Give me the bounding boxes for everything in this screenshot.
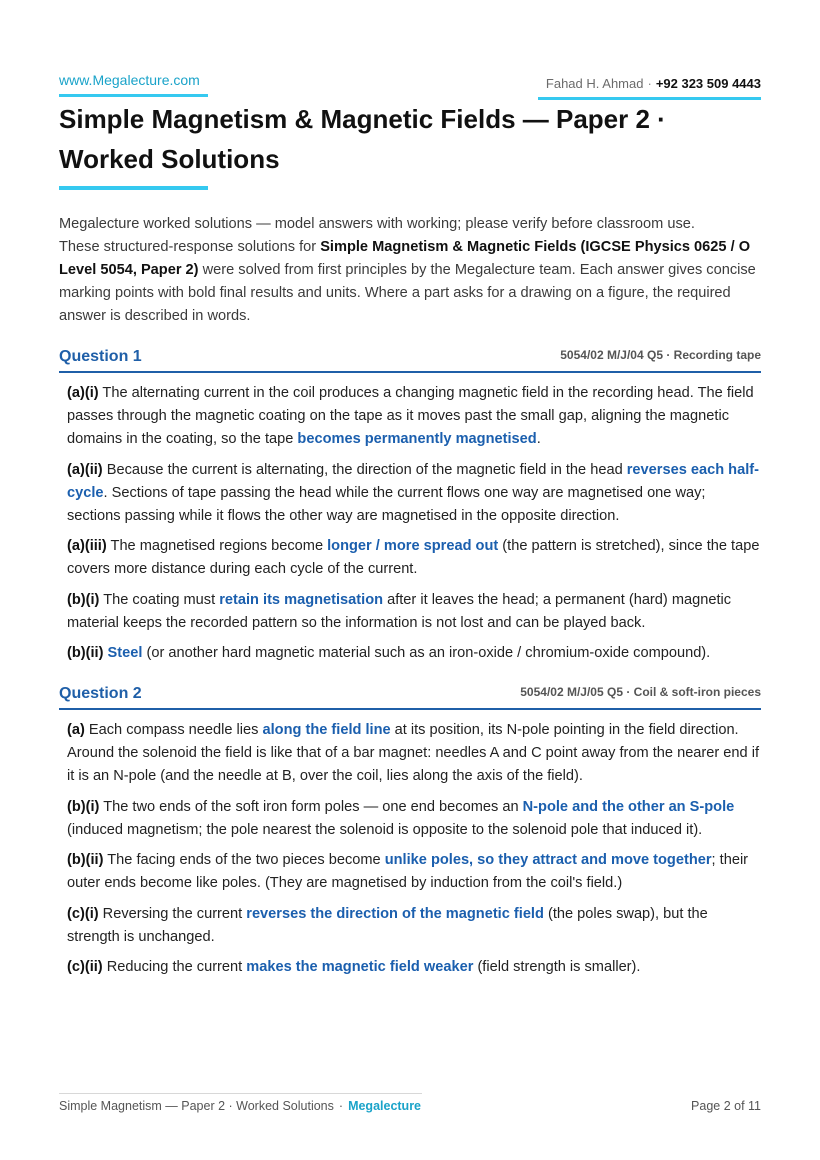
author-name: Fahad H. Ahmad: [545, 76, 644, 91]
question-2-answers: [67, 719, 761, 987]
part-label: (a): [67, 722, 85, 738]
answer-part: [67, 903, 761, 949]
part-text-end: .: [536, 431, 541, 447]
intro-subject: Simple Magnetism & Magnetic Fields (IGCSE Physics 0625 / O Level 5054, Paper 2): [59, 239, 751, 278]
part-text-end: (induced magnetism; the pole nearest the solenoid is opposite to the solenoid pole that induced it).: [67, 821, 703, 838]
part-text: The alternating current in the coil produces a changing magnetic field in the recording head. The field passes through the magnetic coating on the tape as it moves past the small gap, aligning the magnetic domains in the coating, so the tape: [67, 385, 754, 447]
footer-separator: ·: [338, 1099, 344, 1113]
answer-part: [67, 796, 761, 842]
part-key-answer: reverses each half-cycle: [67, 461, 759, 501]
answer-part: [67, 719, 761, 788]
answer-part: [67, 642, 761, 665]
intro-text-before: These structured-response solutions for: [59, 239, 321, 255]
part-text-end: after it leaves the head; a permanent (hard) magnetic material keeps the recorded pattern so the information is not lost and can be played back.: [67, 591, 732, 631]
footer-divider: [59, 1093, 422, 1094]
contact-separator: ·: [647, 76, 652, 91]
part-text: Reducing the current: [102, 959, 247, 975]
answer-part: [67, 459, 761, 528]
page-title: Simple Magnetism & Magnetic Fields — Paper 2 · Worked Solutions: [59, 104, 666, 174]
question-1-header: [59, 345, 761, 373]
phone-number: +92 323 509 4443: [655, 76, 761, 91]
part-label: (b)(ii): [67, 645, 104, 661]
part-text-end: (the poles swap), but the strength is unchanged.: [67, 905, 708, 945]
question-1-title: Question 1: [59, 348, 142, 365]
part-text: The coating must: [99, 591, 220, 608]
part-text-end: . Sections of tape passing the head while the current flows one way are magnetised one way; sections passing while it flows the other way are magnetised in the opposite direction.: [67, 484, 706, 524]
contact-info: [538, 76, 761, 100]
part-text: The two ends of the soft iron form poles — one end becomes an: [99, 798, 523, 815]
question-2-title: Question 2: [59, 685, 142, 702]
answer-part: [67, 589, 761, 635]
part-label: (a)(i): [67, 385, 99, 401]
part-text-end: at its position, its N-pole pointing in the field direction. Around the solenoid the field is like that of a bar magnet: needles A and C point away from the nearer end if it is an N-pole (and the needle at B, over the coil, lies along the axis of the field).: [67, 722, 760, 784]
part-key-answer: N-pole and the other an S-pole: [522, 798, 735, 815]
answer-part: [67, 849, 761, 895]
part-key-answer: along the field line: [262, 722, 391, 738]
part-text-end: (field strength is smaller).: [473, 959, 641, 975]
question-1-reference: 5054/02 M/J/04 Q5 · Recording tape: [560, 348, 761, 362]
part-label: (a)(ii): [67, 461, 103, 478]
part-key-answer: reverses the direction of the magnetic field: [246, 905, 544, 922]
question-2-header: [59, 682, 761, 710]
footer-doc-title: Simple Magnetism — Paper 2 · Worked Solutions: [59, 1099, 334, 1113]
part-key-answer: unlike poles, so they attract and move together: [384, 852, 712, 868]
intro-paragraph: [59, 213, 761, 328]
answer-part: [67, 382, 761, 451]
part-label: (b)(ii): [67, 852, 104, 868]
part-key-answer: becomes permanently magnetised: [297, 431, 537, 447]
answer-part: [67, 956, 761, 979]
part-text: Reversing the current: [98, 905, 247, 922]
question-2-reference: 5054/02 M/J/05 Q5 · Coil & soft-iron pieces: [520, 685, 761, 699]
part-text-end: ; their outer ends become like poles. (They are magnetised by induction from the coil's field.): [67, 852, 749, 891]
part-label: (a)(iii): [67, 538, 107, 554]
part-text: Because the current is alternating, the direction of the magnetic field in the head: [102, 461, 627, 478]
part-text: The magnetised regions become: [106, 538, 328, 554]
part-label: (c)(ii): [67, 959, 103, 975]
question-1-answers: [67, 382, 761, 673]
part-key-answer: retain its magnetisation: [219, 591, 384, 608]
footer-brand: Megalecture: [348, 1099, 422, 1113]
part-label: (b)(i): [67, 798, 100, 815]
part-label: (c)(i): [67, 905, 99, 922]
part-key-answer: makes the magnetic field weaker: [246, 959, 474, 975]
part-label: (b)(i): [67, 591, 100, 608]
part-key-answer: longer / more spread out: [327, 538, 499, 554]
page: [59, 0, 761, 1160]
intro-line-1: Megalecture worked solutions — model answers with working; please verify before classroom use.: [59, 216, 695, 232]
part-text: Each compass needle lies: [84, 722, 263, 738]
answer-part: [67, 535, 761, 581]
intro-text-after: were solved from first principles by the Megalecture team. Each answer gives concise marking points with bold final results and units. Where a part asks for a drawing on a figure, the required answer is described in words.: [59, 262, 756, 324]
title-underline: [59, 186, 208, 190]
part-text-end: (the pattern is stretched), since the tape covers more distance during each cycle of the current.: [67, 538, 760, 577]
part-text-end: (or another hard magnetic material such as an iron-oxide / chromium-oxide compound).: [142, 645, 711, 661]
site-link[interactable]: www.Megalecture.com: [59, 72, 208, 97]
part-text: The facing ends of the two pieces become: [103, 852, 385, 868]
footer-doc-info: [59, 1099, 421, 1113]
part-key-answer: Steel: [107, 645, 143, 661]
page-number: Page 2 of 11: [691, 1099, 761, 1113]
